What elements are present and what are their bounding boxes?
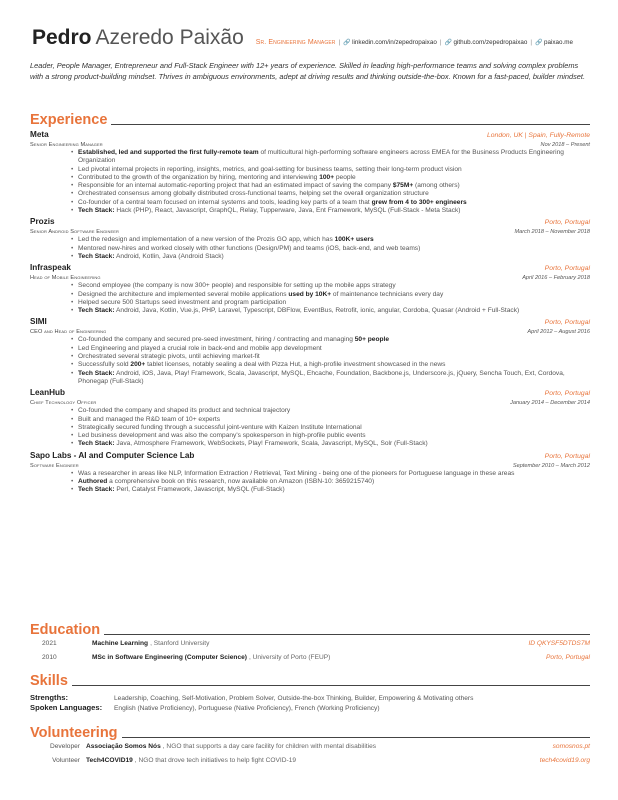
- bullet-text: Responsible for an internal automatic-reporting project that had an estimated impact of saving the company: [78, 182, 393, 190]
- job-entry: [30, 130, 590, 215]
- website-icon: 🔗: [535, 40, 543, 46]
- job-bullets: [30, 336, 590, 386]
- bullet-bold-text: 50+ people: [354, 336, 390, 344]
- job-role: CEO and Head of Engineering: [30, 329, 107, 336]
- skills-section: [30, 673, 590, 712]
- section-title: Experience: [30, 112, 108, 128]
- experience-heading: [30, 112, 590, 128]
- bullet-text: of maintenance technicians every day: [331, 290, 444, 298]
- github-icon: 🔗: [444, 40, 452, 46]
- bullet-item: [78, 207, 590, 215]
- job-header: [30, 317, 590, 326]
- contact-line: [256, 39, 573, 46]
- job-header: [30, 451, 590, 460]
- bullet-item: [78, 361, 590, 369]
- bullet-text: Perl, Catalyst Framework, Javascript, MySQL (Full-Stack): [114, 486, 285, 494]
- bullet-text: Android, Kotlin, Java (Android Stack): [114, 252, 224, 260]
- bullet-item: [78, 416, 590, 424]
- job-header: [30, 388, 590, 397]
- job-entry: [30, 451, 590, 495]
- section-rule: [122, 737, 590, 738]
- job-location: Porto, Portugal: [544, 219, 590, 227]
- job-subheader: [30, 142, 590, 148]
- job-location: Porto, Portugal: [544, 452, 590, 460]
- job-location: Porto, Portugal: [544, 390, 590, 398]
- bullet-item: [78, 440, 590, 448]
- bullet-text: Built and managed the R&D team of 10+ experts: [78, 415, 221, 423]
- edu-school: , Stanford University: [150, 640, 210, 647]
- job-entry: [30, 217, 590, 261]
- bullet-text: Android, iOS, Java, Play! Framework, Scala, Javascript, MySQL, Ehcache, Foundation, Backbone.js, Underscore.js, jQuery, Sencha Touch, Ext, Cordova, Phonegap (Full-Stack): [78, 369, 565, 385]
- job-location: London, UK | Spain, Fully-Remote: [486, 132, 590, 139]
- bullet-bold-text: Tech Stack:: [78, 440, 115, 448]
- resume-header: [32, 26, 596, 50]
- linkedin-icon: 🔗: [343, 40, 351, 46]
- job-entry: [30, 317, 590, 386]
- bullet-bold-text: Tech Stack:: [78, 307, 115, 315]
- section-title: Skills: [30, 673, 68, 689]
- volunteering-heading: [30, 725, 590, 741]
- job-subheader: [30, 229, 590, 235]
- job-role: Software Engineer: [30, 462, 79, 469]
- bullet-text: Strategically secured funding through a successful joint-venture with Kaizen Institute International: [78, 423, 362, 431]
- bullet-bold-text: Tech Stack:: [78, 369, 115, 377]
- bullet-bold-text: used by 10K+: [288, 290, 332, 298]
- bullet-text: Second employee (the company is now 300+ people) and responsible for setting up the mobile apps strategy: [78, 282, 396, 290]
- skill-value: Leadership, Coaching, Self-Motivation, Problem Solver, Outside-the-box Thinking, Builder, Empowering & Motivating others: [114, 695, 474, 702]
- bullet-bold-text: Tech Stack:: [78, 207, 115, 215]
- job-header: [30, 130, 590, 139]
- bullet-text: Co-founder of a central team focused on internal systems and tools, leading key parts of a team that: [78, 198, 372, 206]
- volunteering-row: [30, 757, 590, 769]
- section-rule: [72, 685, 590, 686]
- bullet-text: (among others): [413, 182, 460, 190]
- github-link[interactable]: github.com/zepedropaixao: [453, 39, 528, 46]
- job-bullets: [30, 282, 590, 315]
- job-title-tag: Sr. Engineering Manager: [255, 39, 336, 46]
- job-dates: September 2010 – March 2012: [512, 462, 590, 469]
- bullet-text: Led the redesign and implementation of a new version of the Prozis GO app, which has: [78, 236, 335, 244]
- bullet-text: Led Engineering and played a crucial role in back-end and mobile app development: [78, 344, 322, 352]
- vol-role: Volunteer: [52, 757, 80, 764]
- bullet-item: [78, 432, 590, 440]
- bullet-text: people: [334, 173, 356, 181]
- bullet-item: [78, 336, 590, 344]
- vol-role: Developer: [49, 743, 80, 750]
- summary-paragraph: Leader, People Manager, Entrepreneur and Full-Stack Engineer with 12+ years of experience. Skilled in leading high-performance teams and solving complex problems with a strong product-building mindset. Thrives in ambiguous environments, adept at driving results and thinking outside-the-box. Known for a fast-paced, builder mindset.: [30, 61, 586, 81]
- skill-row: [30, 693, 590, 702]
- website-link[interactable]: paixao.me: [544, 39, 574, 46]
- job-dates: April 2012 – August 2016: [527, 329, 590, 336]
- separator: |: [530, 39, 532, 46]
- job-role: Head of Mobile Engineering: [30, 275, 101, 282]
- bullet-item: [78, 299, 590, 307]
- skill-value: English (Native Proficiency), Portuguese (Native Proficiency), French (Working Proficiency): [114, 705, 380, 712]
- job-entry: [30, 263, 590, 315]
- education-row: [30, 654, 590, 666]
- edu-degree: MSc in Software Engineering (Computer Science): [92, 654, 247, 661]
- bullet-item: [78, 370, 590, 387]
- bullet-text: Hack (PHP), React, Javascript, GraphQL, Relay, Tupperware, Java, Ent Framework, MySQL (Full-Stack - Meta Stack): [114, 207, 461, 215]
- volunteering-section: [30, 725, 590, 769]
- vol-org: Tech4COVID19: [86, 757, 133, 764]
- bullet-text: of multicultural high-performing software engineers across EMEA for the Business Products Engineering Organization: [78, 149, 564, 165]
- bullet-item: [78, 282, 590, 290]
- job-subheader: [30, 275, 590, 281]
- volunteering-row: [30, 743, 590, 755]
- edu-year: 2021: [42, 640, 57, 647]
- job-bullets: [30, 470, 590, 495]
- edu-degree: Machine Learning: [92, 640, 149, 647]
- skills-heading: [30, 673, 590, 689]
- bullet-text: a comprehensive book on this research, now available on Amazon (ISBN-10: 3659215740): [107, 478, 375, 486]
- bullet-item: [78, 486, 590, 494]
- job-dates: January 2014 – December 2014: [510, 400, 590, 407]
- job-bullets: [30, 236, 590, 261]
- skill-label: Strengths:: [30, 693, 68, 702]
- bullet-text: Mentored new-hires and worked closely with other functions (Design/PM) and teams (iOS, back-end, and web teams): [78, 244, 421, 252]
- job-location: Porto, Portugal: [544, 265, 590, 273]
- bullet-text: Co-founded the company and shaped its product and technical trajectory: [78, 407, 291, 415]
- company-name: Infraspeak: [30, 263, 71, 273]
- bullet-item: [78, 478, 590, 486]
- job-dates: April 2016 – February 2018: [522, 275, 590, 282]
- vol-desc: , NGO that supports a day care facility for children with mental disabilities: [162, 743, 377, 750]
- bullet-bold-text: Tech Stack:: [78, 252, 115, 260]
- vol-website-link[interactable]: tech4covid19.org: [539, 757, 590, 764]
- edu-credential-id: ID QKYSF5DTDS7M: [528, 640, 590, 647]
- section-rule: [104, 634, 590, 635]
- job-header: [30, 263, 590, 272]
- bullet-item: [78, 236, 590, 244]
- edu-year: 2010: [42, 654, 57, 661]
- experience-section: [30, 112, 590, 495]
- bullet-item: [78, 345, 590, 353]
- bullet-item: [78, 245, 590, 253]
- bullet-text: Orchestrated consensus among globally distributed cross-functional teams, helping set the overall organization structure: [78, 190, 429, 198]
- bullet-text: Android, Java, Kotlin, Vue.js, PHP, Laravel, Typescript, DBFlow, EventBus, Retrofit, ionic, angular, Cordoba, Quasar (Android + Full-Stack): [114, 307, 520, 315]
- bullet-item: [78, 291, 590, 299]
- job-bullets: [30, 407, 590, 448]
- bullet-item: [78, 470, 590, 478]
- bullet-text: Helped secure 500 Startups seed investment and program participation: [78, 298, 287, 306]
- vol-desc: , NGO that drove tech initiatives to help fight COVID-19: [134, 757, 297, 764]
- first-name: Pedro: [32, 26, 92, 49]
- bullet-item: [78, 166, 590, 174]
- bullet-text: Designed the architecture and implemented several mobile applications: [78, 290, 289, 298]
- vol-website-link[interactable]: somosnos.pt: [552, 743, 590, 750]
- company-name: Sapo Labs - AI and Computer Science Lab: [30, 450, 195, 460]
- bullet-bold-text: Established, led and supported the first fully-remote team: [78, 149, 259, 156]
- vol-org: Associação Somos Nós: [86, 743, 161, 750]
- section-title: Volunteering: [30, 725, 118, 741]
- bullet-text: Led pivotal internal projects in reporting, insights, metrics, and goal-setting for business teams, setting their long-term product vision: [78, 165, 462, 173]
- job-role: Chief Technology Officer: [30, 400, 97, 407]
- company-name: Meta: [30, 130, 49, 139]
- job-subheader: [30, 329, 590, 335]
- bullet-bold-text: 100+: [319, 173, 335, 181]
- bullet-bold-text: Tech Stack:: [78, 486, 115, 494]
- job-header: [30, 217, 590, 226]
- job-entry: [30, 388, 590, 448]
- section-rule: [111, 124, 590, 125]
- bullet-bold-text: $75M+: [392, 182, 414, 190]
- education-row: [30, 640, 590, 652]
- education-section: [30, 622, 590, 666]
- jobs-list: [30, 130, 590, 495]
- bullet-item: [78, 353, 590, 361]
- bullet-item: [78, 182, 590, 190]
- bullet-item: [78, 407, 590, 415]
- edu-location: Porto, Portugal: [546, 654, 590, 661]
- bullet-text: Java, Atmosphere Framework, WebSockets, Play! Framework, Scala, Javascript, MySQL, Solr (Full-Stack): [114, 440, 428, 448]
- bullet-text: Co-founded the company and secured pre-seed investment, hiring / contracting and managing: [78, 336, 355, 344]
- bullet-text: Contributed to the growth of the organization by hiring, mentoring and interviewing: [78, 173, 320, 181]
- job-dates: March 2018 – November 2018: [514, 229, 590, 236]
- job-dates: Nov 2018 – Present: [540, 142, 590, 148]
- bullet-item: [78, 199, 590, 207]
- bullet-item: [78, 307, 590, 315]
- bullet-text: Successfully sold: [78, 361, 131, 369]
- education-heading: [30, 622, 590, 638]
- skill-row: [30, 703, 590, 712]
- bullet-item: [78, 253, 590, 261]
- job-role: Senior Engineering Manager: [30, 142, 103, 148]
- section-title: Education: [30, 622, 101, 638]
- last-name: Azeredo Paixão: [95, 26, 244, 49]
- job-bullets: [30, 149, 590, 215]
- bullet-item: [78, 424, 590, 432]
- bullet-bold-text: 100K+ users: [334, 236, 374, 244]
- edu-school: , University of Porto (FEUP): [248, 654, 331, 661]
- bullet-text: Was a researcher in areas like NLP, Information Extraction / Retrieval, Text Mining - being one of the pioneers for Portuguese language in these areas: [78, 469, 515, 477]
- bullet-item: [78, 174, 590, 182]
- linkedin-link[interactable]: linkedin.com/in/zepedropaixao: [352, 39, 437, 46]
- bullet-text: tablet licenses, notably sealing a deal with Pizza Hut, a high-profile investment showcased in the news: [145, 361, 446, 369]
- separator: |: [439, 39, 442, 46]
- job-location: Porto, Portugal: [544, 319, 590, 327]
- bullet-bold-text: grew from 4 to 300+ engineers: [371, 198, 467, 206]
- job-role: Senior Android Software Engineer: [30, 229, 119, 236]
- company-name: Prozis: [30, 217, 55, 227]
- company-name: SIMI: [30, 317, 47, 327]
- bullet-text: Orchestrated several strategic pivots, until achieving market-fit: [78, 353, 260, 361]
- job-subheader: [30, 400, 590, 406]
- bullet-item: [78, 149, 590, 166]
- job-subheader: [30, 463, 590, 469]
- bullet-item: [78, 190, 590, 198]
- bullet-bold-text: 200+: [130, 361, 146, 369]
- company-name: LeanHub: [30, 388, 66, 398]
- bullet-bold-text: Authored: [78, 478, 108, 486]
- separator: |: [338, 39, 341, 46]
- bullet-text: Led business development and was also the company's spokesperson in high-profile public events: [78, 432, 366, 440]
- skill-label: Spoken Languages:: [30, 703, 103, 712]
